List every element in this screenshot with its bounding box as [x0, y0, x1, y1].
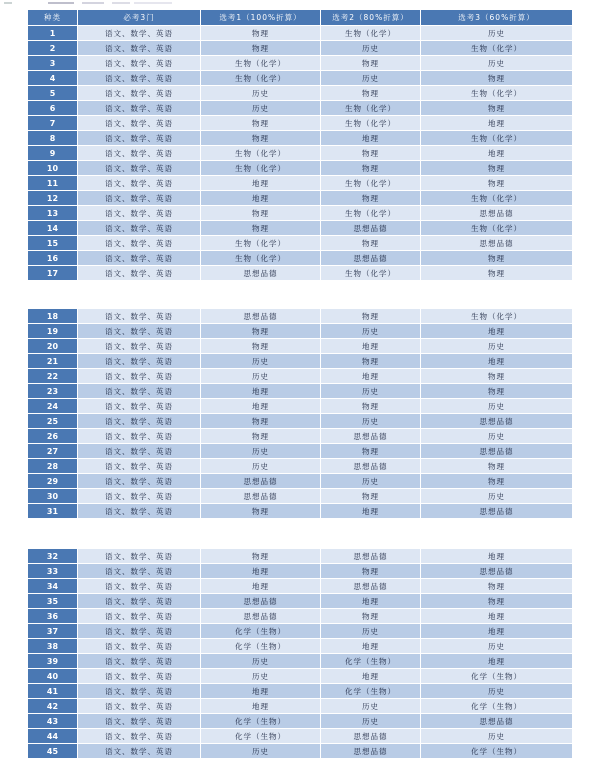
table-row — [28, 399, 573, 414]
required-subjects: 语文、数学、英语 — [78, 339, 201, 354]
elective-3: 地理 — [421, 549, 573, 564]
elective-1: 物理 — [201, 116, 321, 131]
elective-2: 思想品德 — [321, 744, 421, 759]
required-subjects: 语文、数学、英语 — [78, 459, 201, 474]
required-subjects: 语文、数学、英语 — [78, 744, 201, 759]
header-scribble — [0, 0, 220, 6]
table-row — [28, 221, 573, 236]
elective-2: 历史 — [321, 41, 421, 56]
elective-3: 思想品德 — [421, 414, 573, 429]
table-row — [28, 729, 573, 744]
required-subjects: 语文、数学、英语 — [78, 26, 201, 41]
elective-1: 物理 — [201, 26, 321, 41]
row-number: 24 — [28, 399, 78, 414]
elective-3: 思想品德 — [421, 714, 573, 729]
header-required: 必考3门 — [78, 10, 201, 26]
required-subjects: 语文、数学、英语 — [78, 594, 201, 609]
table-row — [28, 504, 573, 519]
elective-1: 物理 — [201, 221, 321, 236]
row-number: 35 — [28, 594, 78, 609]
required-subjects: 语文、数学、英语 — [78, 489, 201, 504]
row-number: 37 — [28, 624, 78, 639]
row-number: 11 — [28, 176, 78, 191]
elective-1: 地理 — [201, 564, 321, 579]
table-row — [28, 564, 573, 579]
row-number: 12 — [28, 191, 78, 206]
required-subjects: 语文、数学、英语 — [78, 624, 201, 639]
required-subjects: 语文、数学、英语 — [78, 41, 201, 56]
row-number: 42 — [28, 699, 78, 714]
elective-1: 思想品德 — [201, 489, 321, 504]
header-elective-1: 选考1（100%折算） — [201, 10, 321, 26]
elective-2: 物理 — [321, 236, 421, 251]
row-number: 26 — [28, 429, 78, 444]
elective-2: 历史 — [321, 71, 421, 86]
elective-1: 历史 — [201, 101, 321, 116]
row-number: 9 — [28, 146, 78, 161]
table-row — [28, 71, 573, 86]
elective-3: 历史 — [421, 639, 573, 654]
required-subjects: 语文、数学、英语 — [78, 236, 201, 251]
elective-2: 思想品德 — [321, 579, 421, 594]
table-row — [28, 206, 573, 221]
elective-2: 物理 — [321, 354, 421, 369]
table-row — [28, 459, 573, 474]
elective-1: 思想品德 — [201, 266, 321, 281]
table-header-row — [28, 10, 573, 26]
elective-3: 物理 — [421, 266, 573, 281]
table-row — [28, 714, 573, 729]
header-type: 种类 — [28, 10, 78, 26]
table-row — [28, 654, 573, 669]
elective-3: 历史 — [421, 684, 573, 699]
required-subjects: 语文、数学、英语 — [78, 429, 201, 444]
elective-1: 物理 — [201, 324, 321, 339]
row-number: 39 — [28, 654, 78, 669]
row-number: 16 — [28, 251, 78, 266]
elective-3: 地理 — [421, 654, 573, 669]
table-row — [28, 669, 573, 684]
elective-3: 物理 — [421, 161, 573, 176]
elective-2: 历史 — [321, 624, 421, 639]
table-row — [28, 266, 573, 281]
elective-1: 地理 — [201, 176, 321, 191]
elective-1: 生物（化学） — [201, 71, 321, 86]
elective-3: 思想品德 — [421, 236, 573, 251]
elective-3: 物理 — [421, 101, 573, 116]
elective-2: 地理 — [321, 669, 421, 684]
table-row — [28, 176, 573, 191]
table-row — [28, 429, 573, 444]
elective-3: 生物（化学） — [421, 221, 573, 236]
required-subjects: 语文、数学、英语 — [78, 714, 201, 729]
row-number: 29 — [28, 474, 78, 489]
combination-table-3 — [27, 548, 573, 759]
header-elective-3: 选考3（60%折算） — [421, 10, 573, 26]
table-row — [28, 56, 573, 71]
elective-1: 物理 — [201, 206, 321, 221]
elective-2: 生物（化学） — [321, 101, 421, 116]
elective-3: 历史 — [421, 429, 573, 444]
table-row — [28, 146, 573, 161]
elective-1: 地理 — [201, 399, 321, 414]
row-number: 6 — [28, 101, 78, 116]
required-subjects: 语文、数学、英语 — [78, 116, 201, 131]
elective-3: 物理 — [421, 369, 573, 384]
elective-2: 物理 — [321, 489, 421, 504]
elective-1: 物理 — [201, 339, 321, 354]
elective-3: 地理 — [421, 116, 573, 131]
elective-2: 历史 — [321, 699, 421, 714]
table-row — [28, 116, 573, 131]
required-subjects: 语文、数学、英语 — [78, 176, 201, 191]
row-number: 7 — [28, 116, 78, 131]
elective-2: 物理 — [321, 399, 421, 414]
table-row — [28, 414, 573, 429]
elective-1: 生物（化学） — [201, 251, 321, 266]
elective-3: 地理 — [421, 354, 573, 369]
elective-1: 地理 — [201, 699, 321, 714]
table-row — [28, 131, 573, 146]
elective-2: 思想品德 — [321, 429, 421, 444]
table-row — [28, 236, 573, 251]
row-number: 5 — [28, 86, 78, 101]
elective-2: 物理 — [321, 161, 421, 176]
row-number: 45 — [28, 744, 78, 759]
required-subjects: 语文、数学、英语 — [78, 191, 201, 206]
elective-3: 地理 — [421, 609, 573, 624]
row-number: 36 — [28, 609, 78, 624]
row-number: 33 — [28, 564, 78, 579]
elective-1: 化学（生物） — [201, 714, 321, 729]
elective-3: 物理 — [421, 71, 573, 86]
elective-3: 物理 — [421, 459, 573, 474]
elective-1: 物理 — [201, 549, 321, 564]
elective-1: 物理 — [201, 429, 321, 444]
elective-1: 化学（生物） — [201, 639, 321, 654]
elective-3: 化学（生物） — [421, 744, 573, 759]
required-subjects: 语文、数学、英语 — [78, 146, 201, 161]
elective-2: 历史 — [321, 474, 421, 489]
required-subjects: 语文、数学、英语 — [78, 729, 201, 744]
elective-2: 物理 — [321, 146, 421, 161]
elective-1: 历史 — [201, 444, 321, 459]
row-number: 31 — [28, 504, 78, 519]
elective-2: 历史 — [321, 414, 421, 429]
elective-2: 生物（化学） — [321, 176, 421, 191]
elective-3: 物理 — [421, 594, 573, 609]
elective-1: 化学（生物） — [201, 729, 321, 744]
row-number: 4 — [28, 71, 78, 86]
elective-3: 地理 — [421, 146, 573, 161]
required-subjects: 语文、数学、英语 — [78, 474, 201, 489]
elective-3: 物理 — [421, 579, 573, 594]
elective-1: 历史 — [201, 459, 321, 474]
elective-2: 地理 — [321, 639, 421, 654]
required-subjects: 语文、数学、英语 — [78, 369, 201, 384]
required-subjects: 语文、数学、英语 — [78, 579, 201, 594]
elective-2: 生物（化学） — [321, 116, 421, 131]
elective-3: 生物（化学） — [421, 191, 573, 206]
required-subjects: 语文、数学、英语 — [78, 609, 201, 624]
table-row — [28, 354, 573, 369]
row-number: 14 — [28, 221, 78, 236]
elective-2: 物理 — [321, 86, 421, 101]
elective-1: 化学（生物） — [201, 624, 321, 639]
elective-2: 思想品德 — [321, 251, 421, 266]
row-number: 20 — [28, 339, 78, 354]
elective-3: 地理 — [421, 624, 573, 639]
elective-3: 物理 — [421, 176, 573, 191]
elective-3: 物理 — [421, 384, 573, 399]
row-number: 23 — [28, 384, 78, 399]
table-row — [28, 26, 573, 41]
required-subjects: 语文、数学、英语 — [78, 161, 201, 176]
table-row — [28, 369, 573, 384]
row-number: 13 — [28, 206, 78, 221]
row-number: 8 — [28, 131, 78, 146]
combination-table-2 — [27, 308, 573, 519]
elective-2: 物理 — [321, 609, 421, 624]
required-subjects: 语文、数学、英语 — [78, 699, 201, 714]
required-subjects: 语文、数学、英语 — [78, 251, 201, 266]
row-number: 27 — [28, 444, 78, 459]
elective-1: 历史 — [201, 354, 321, 369]
elective-3: 历史 — [421, 729, 573, 744]
table-row — [28, 474, 573, 489]
elective-1: 思想品德 — [201, 474, 321, 489]
required-subjects: 语文、数学、英语 — [78, 131, 201, 146]
elective-2: 地理 — [321, 131, 421, 146]
elective-1: 生物（化学） — [201, 56, 321, 71]
elective-3: 化学（生物） — [421, 699, 573, 714]
elective-1: 历史 — [201, 86, 321, 101]
required-subjects: 语文、数学、英语 — [78, 564, 201, 579]
elective-2: 化学（生物） — [321, 654, 421, 669]
elective-2: 物理 — [321, 444, 421, 459]
required-subjects: 语文、数学、英语 — [78, 86, 201, 101]
elective-2: 化学（生物） — [321, 684, 421, 699]
elective-1: 生物（化学） — [201, 236, 321, 251]
row-number: 19 — [28, 324, 78, 339]
elective-3: 思想品德 — [421, 444, 573, 459]
elective-1: 思想品德 — [201, 609, 321, 624]
elective-2: 生物（化学） — [321, 26, 421, 41]
elective-2: 地理 — [321, 594, 421, 609]
table-row — [28, 339, 573, 354]
elective-3: 历史 — [421, 489, 573, 504]
required-subjects: 语文、数学、英语 — [78, 101, 201, 116]
required-subjects: 语文、数学、英语 — [78, 669, 201, 684]
elective-2: 物理 — [321, 564, 421, 579]
table-row — [28, 86, 573, 101]
elective-1: 物理 — [201, 414, 321, 429]
elective-2: 物理 — [321, 191, 421, 206]
required-subjects: 语文、数学、英语 — [78, 56, 201, 71]
elective-2: 地理 — [321, 339, 421, 354]
elective-1: 历史 — [201, 669, 321, 684]
table-row — [28, 699, 573, 714]
required-subjects: 语文、数学、英语 — [78, 639, 201, 654]
elective-2: 生物（化学） — [321, 266, 421, 281]
table-row — [28, 549, 573, 564]
elective-1: 物理 — [201, 504, 321, 519]
row-number: 21 — [28, 354, 78, 369]
elective-3: 化学（生物） — [421, 669, 573, 684]
required-subjects: 语文、数学、英语 — [78, 71, 201, 86]
table-row — [28, 101, 573, 116]
table-row — [28, 624, 573, 639]
required-subjects: 语文、数学、英语 — [78, 684, 201, 699]
required-subjects: 语文、数学、英语 — [78, 654, 201, 669]
elective-2: 思想品德 — [321, 729, 421, 744]
elective-2: 地理 — [321, 504, 421, 519]
elective-3: 历史 — [421, 56, 573, 71]
elective-2: 思想品德 — [321, 549, 421, 564]
combination-table-1 — [27, 9, 573, 281]
row-number: 40 — [28, 669, 78, 684]
row-number: 44 — [28, 729, 78, 744]
elective-1: 地理 — [201, 579, 321, 594]
elective-3: 生物（化学） — [421, 86, 573, 101]
row-number: 17 — [28, 266, 78, 281]
elective-3: 历史 — [421, 26, 573, 41]
row-number: 3 — [28, 56, 78, 71]
elective-1: 地理 — [201, 191, 321, 206]
elective-1: 思想品德 — [201, 594, 321, 609]
row-number: 15 — [28, 236, 78, 251]
elective-3: 生物（化学） — [421, 131, 573, 146]
table-row — [28, 489, 573, 504]
elective-3: 生物（化学） — [421, 41, 573, 56]
table-row — [28, 579, 573, 594]
required-subjects: 语文、数学、英语 — [78, 324, 201, 339]
row-number: 18 — [28, 309, 78, 324]
required-subjects: 语文、数学、英语 — [78, 414, 201, 429]
row-number: 38 — [28, 639, 78, 654]
elective-3: 地理 — [421, 324, 573, 339]
required-subjects: 语文、数学、英语 — [78, 549, 201, 564]
required-subjects: 语文、数学、英语 — [78, 221, 201, 236]
row-number: 28 — [28, 459, 78, 474]
required-subjects: 语文、数学、英语 — [78, 504, 201, 519]
elective-3: 历史 — [421, 339, 573, 354]
required-subjects: 语文、数学、英语 — [78, 444, 201, 459]
elective-2: 地理 — [321, 369, 421, 384]
table-row — [28, 251, 573, 266]
elective-2: 历史 — [321, 324, 421, 339]
elective-2: 物理 — [321, 56, 421, 71]
elective-3: 思想品德 — [421, 564, 573, 579]
elective-3: 物理 — [421, 251, 573, 266]
row-number: 2 — [28, 41, 78, 56]
row-number: 41 — [28, 684, 78, 699]
elective-3: 历史 — [421, 399, 573, 414]
table-row — [28, 324, 573, 339]
elective-1: 生物（化学） — [201, 161, 321, 176]
required-subjects: 语文、数学、英语 — [78, 399, 201, 414]
row-number: 25 — [28, 414, 78, 429]
row-number: 34 — [28, 579, 78, 594]
table-row — [28, 384, 573, 399]
table-row — [28, 161, 573, 176]
elective-2: 生物（化学） — [321, 206, 421, 221]
row-number: 22 — [28, 369, 78, 384]
elective-3: 物理 — [421, 474, 573, 489]
elective-2: 历史 — [321, 714, 421, 729]
elective-1: 物理 — [201, 41, 321, 56]
elective-2: 历史 — [321, 384, 421, 399]
elective-3: 思想品德 — [421, 504, 573, 519]
row-number: 30 — [28, 489, 78, 504]
elective-2: 思想品德 — [321, 459, 421, 474]
elective-3: 思想品德 — [421, 206, 573, 221]
table-row — [28, 609, 573, 624]
row-number: 1 — [28, 26, 78, 41]
elective-1: 历史 — [201, 744, 321, 759]
table-row — [28, 444, 573, 459]
elective-2: 物理 — [321, 309, 421, 324]
required-subjects: 语文、数学、英语 — [78, 266, 201, 281]
elective-1: 地理 — [201, 684, 321, 699]
table-row — [28, 309, 573, 324]
required-subjects: 语文、数学、英语 — [78, 206, 201, 221]
row-number: 43 — [28, 714, 78, 729]
table-row — [28, 639, 573, 654]
elective-1: 生物（化学） — [201, 146, 321, 161]
table-row — [28, 191, 573, 206]
table-row — [28, 684, 573, 699]
elective-3: 生物（化学） — [421, 309, 573, 324]
row-number: 32 — [28, 549, 78, 564]
table-row — [28, 594, 573, 609]
required-subjects: 语文、数学、英语 — [78, 384, 201, 399]
elective-1: 历史 — [201, 369, 321, 384]
table-row — [28, 744, 573, 759]
required-subjects: 语文、数学、英语 — [78, 354, 201, 369]
elective-1: 历史 — [201, 654, 321, 669]
elective-1: 地理 — [201, 384, 321, 399]
table-row — [28, 41, 573, 56]
elective-2: 思想品德 — [321, 221, 421, 236]
elective-1: 思想品德 — [201, 309, 321, 324]
row-number: 10 — [28, 161, 78, 176]
required-subjects: 语文、数学、英语 — [78, 309, 201, 324]
header-elective-2: 选考2（80%折算） — [321, 10, 421, 26]
elective-1: 物理 — [201, 131, 321, 146]
